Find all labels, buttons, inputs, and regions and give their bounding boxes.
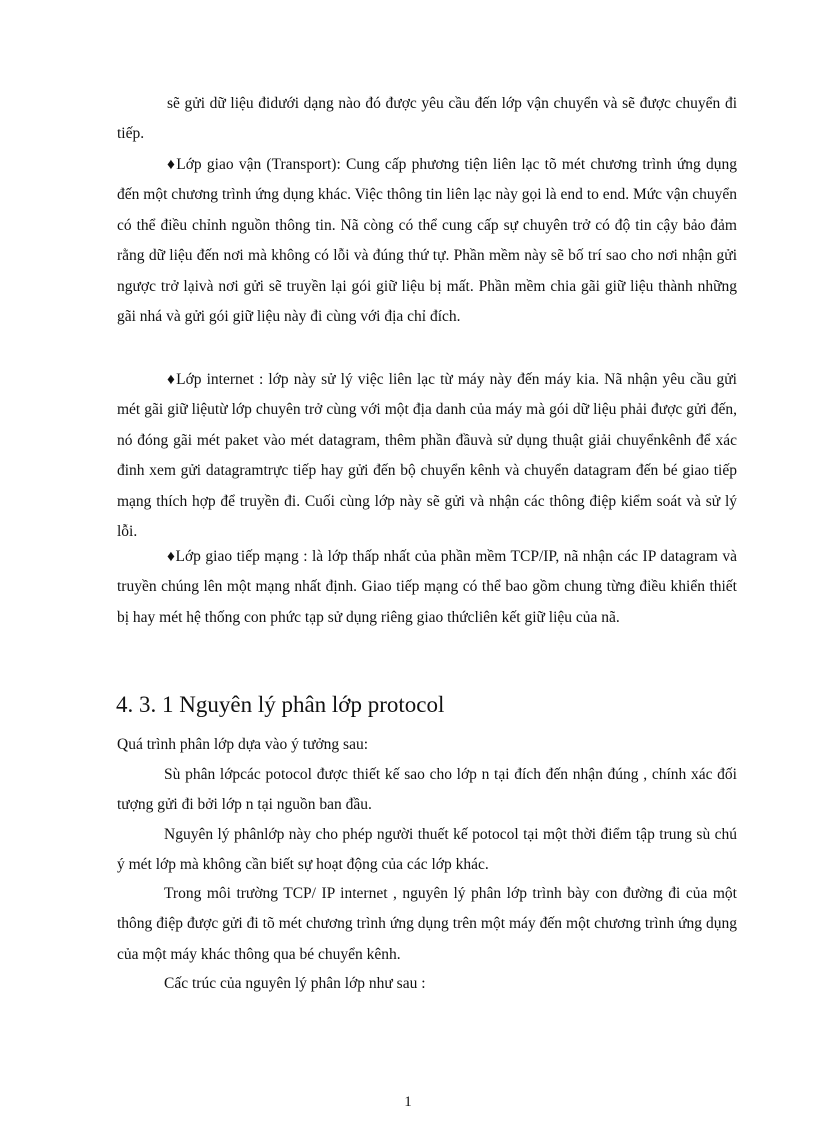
- paragraph-layering-principle-1: Sù phân lớpcác potocol được thiết kế sao cho lớp n tại đích đến nhận đúng , chính xác đối tượng gửi đi bởi lớp n tại nguồn ban đầu.: [117, 766, 737, 814]
- paragraph-network-interface-layer: ♦Lớp giao tiếp mạng : là lớp thấp nhất của phần mềm TCP/IP, nã nhận các IP datagram và truyền chúng lên một mạng nhất định. Giao tiếp mạng có thể bao gồm chung từng điều khiển thiết bị hay mét hệ thống con phức tạp sử dụng riêng giao thứcliên kết giữ liệu của nã.: [117, 548, 737, 626]
- page-number: 1: [404, 1094, 412, 1110]
- paragraph-internet-layer: ♦Lớp internet : lớp này sử lý việc liên lạc từ máy này đến máy kia. Nã nhận yêu cầu gửi mét gãi giữ liệutừ lớp chuyên trở cùng với một địa danh của máy mà gói dữ liệu phải được gửi đến, nó đóng gãi mét paket vào mét datagram, thêm phần đầuvà sử dụng thuật giải chuyểnkênh để xác đinh xem gửi datagramtrực tiếp hay gửi đến bộ chuyển kênh và chuyển datagram đến bé giao tiếp mạng thích hợp để truyền đi. Cuối cùng lớp này sẽ gửi và nhận các thông điệp kiểm soát và sử lý lỗi.: [117, 371, 737, 541]
- paragraph-structure-intro: Cấc trúc của nguyên lý phân lớp như sau :: [164, 975, 426, 992]
- intro-line: Quá trình phân lớp dựa vào ý tưởng sau:: [117, 736, 369, 753]
- section-heading: 4. 3. 1 Nguyên lý phân lớp protocol: [116, 692, 445, 717]
- paragraph-transport-layer: ♦Lớp giao vận (Transport): Cung cấp phương tiện liên lạc tõ mét chương trình ứng dụng đến một chương trình ứng dụng khác. Việc thông tin liên lạc này gọi là end to end. Mức vận chuyển có thể điều chỉnh nguồn thông tin. Nã còng có thể cung cấp sự chuyên trở có độ tin cậy bảo đảm rằng dữ liệu đến nơi mà không có lỗi và đúng thứ tự. Phần mềm này sẽ bố trí sao cho nơi nhận gửi ngược trở lạivà nơi gửi sẽ truyền lại gói giữ liệu bị mất. Phần mềm chia gãi giữ liệu thành những gãi nhá và gửi gói giữ liệu này đi cùng với địa chỉ đích.: [117, 156, 737, 326]
- paragraph-layering-principle-2: Nguyên lý phânlớp này cho phép người thuết kế potocol tại một thời điểm tập trung sù chú ý mét lớp mà không cần biết sự hoạt động của các lớp khác.: [117, 826, 737, 874]
- paragraph-continuation: sẽ gửi dữ liệu đidưới dạng nào đó được yêu cầu đến lớp vận chuyển và sẽ được chuyển đi tiếp.: [117, 95, 737, 143]
- paragraph-layering-principle-3: Trong môi trường TCP/ IP internet , nguyên lý phân lớp trình bày con đường đi của một thông điệp được gửi đi tõ mét chương trình ứng dụng trên một máy đến một chương trình ứng dụng của một máy khác thông qua bé chuyển kênh.: [117, 885, 737, 963]
